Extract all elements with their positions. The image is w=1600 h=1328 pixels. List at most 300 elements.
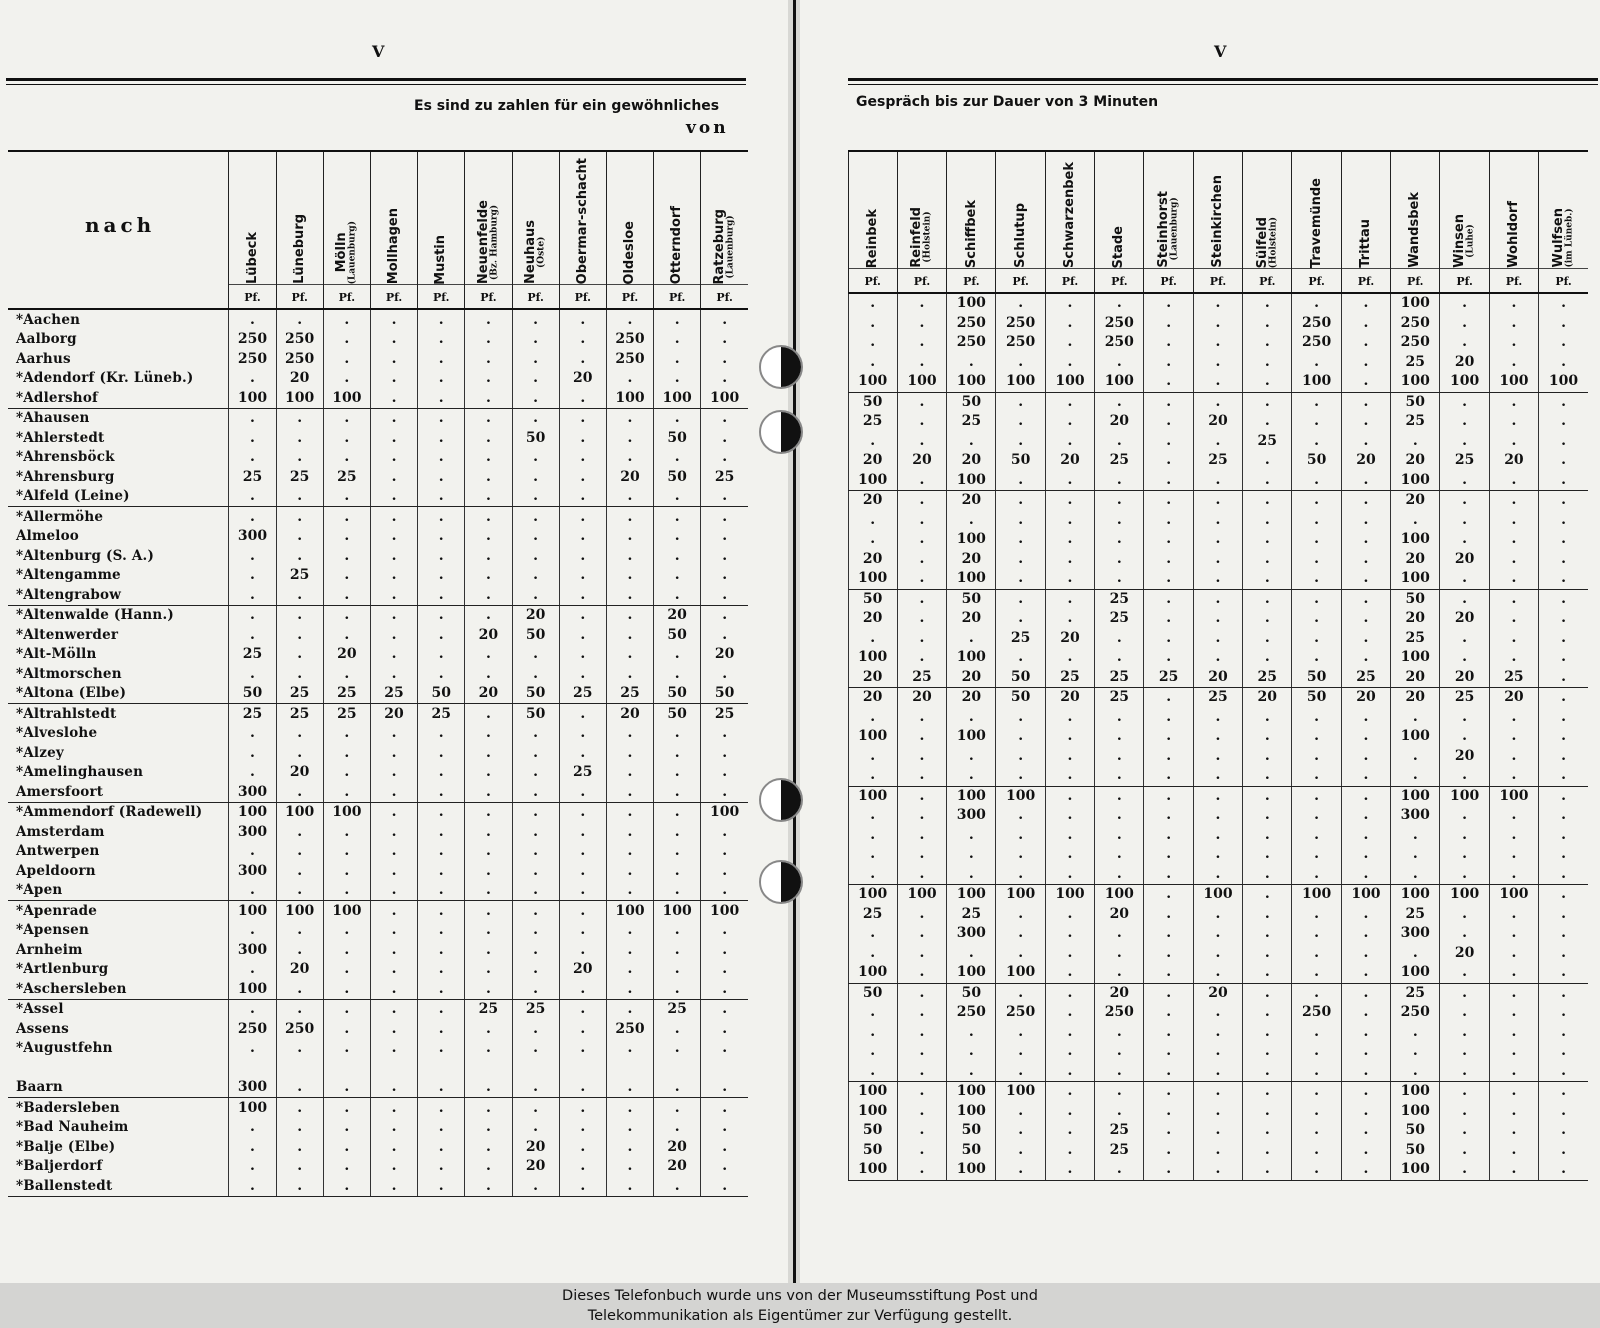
- place-name: *Ahrensböck: [16, 449, 115, 466]
- rate-cell: 20: [947, 668, 996, 688]
- rate-cell: 20: [512, 1137, 559, 1157]
- rate-cell: 100: [229, 388, 276, 408]
- rate-cell: .: [1292, 511, 1341, 531]
- rate-cell: .: [1489, 747, 1538, 767]
- column-sublabel: (Lauenburg): [347, 220, 358, 285]
- rate-cell: .: [1144, 786, 1193, 806]
- rate-cell: [323, 1058, 370, 1078]
- rate-cell: .: [701, 664, 748, 684]
- table-row: [8, 428, 748, 448]
- rate-cell: 25: [1391, 629, 1440, 649]
- rate-cell: 20: [1489, 451, 1538, 471]
- rate-cell: .: [1095, 708, 1144, 728]
- rate-cell: .: [1045, 747, 1094, 767]
- rate-table-left: [8, 150, 748, 1197]
- rate-cell: .: [1292, 747, 1341, 767]
- rate-cell: .: [1243, 1141, 1292, 1161]
- rate-cell: .: [1391, 1023, 1440, 1043]
- rate-cell: 25: [512, 999, 559, 1019]
- column-header: [370, 151, 417, 309]
- rate-cell: .: [276, 1118, 323, 1138]
- place-name: Antwerpen: [16, 843, 100, 860]
- rate-cell: .: [512, 724, 559, 744]
- rate-cell: .: [996, 845, 1045, 865]
- rate-cell: 300: [229, 782, 276, 802]
- rate-cell: .: [701, 625, 748, 645]
- column-header: [1243, 151, 1292, 293]
- table-row: [848, 865, 1588, 885]
- rate-cell: 20: [512, 1157, 559, 1177]
- rate-cell: .: [418, 763, 465, 783]
- rate-cell: .: [1489, 905, 1538, 925]
- rate-cell: .: [897, 786, 946, 806]
- rate-cell: .: [1243, 451, 1292, 471]
- rate-cell: .: [1292, 293, 1341, 314]
- rate-cell: .: [370, 566, 417, 586]
- rate-cell: .: [1489, 629, 1538, 649]
- rate-cell: .: [1243, 372, 1292, 392]
- rate-cell: .: [418, 605, 465, 625]
- rate-cell: .: [996, 648, 1045, 668]
- rate-cell: .: [370, 1176, 417, 1196]
- rate-cell: 50: [1292, 451, 1341, 471]
- rate-cell: .: [606, 724, 653, 744]
- rate-cell: .: [418, 1039, 465, 1059]
- table-row: [848, 451, 1588, 471]
- rate-cell: .: [897, 845, 946, 865]
- rate-cell: .: [1045, 530, 1094, 550]
- rate-cell: .: [418, 979, 465, 999]
- rate-cell: .: [512, 487, 559, 507]
- rate-cell: .: [1243, 826, 1292, 846]
- rate-cell: 20: [1391, 609, 1440, 629]
- rate-cell: .: [1489, 766, 1538, 786]
- rate-cell: .: [512, 979, 559, 999]
- rate-cell: .: [418, 467, 465, 487]
- rate-cell: .: [654, 507, 701, 527]
- rate-cell: .: [1193, 471, 1242, 491]
- rate-cell: .: [323, 349, 370, 369]
- rate-cell: 25: [418, 704, 465, 724]
- rate-cell: .: [996, 491, 1045, 511]
- rate-cell: .: [323, 487, 370, 507]
- rate-cell: .: [1292, 1082, 1341, 1102]
- column-label: Mollhagen: [386, 208, 402, 285]
- rate-cell: .: [701, 585, 748, 605]
- rate-cell: .: [1440, 589, 1489, 609]
- column-name: [335, 221, 358, 284]
- table-row: [8, 645, 748, 665]
- rate-cell: .: [606, 1137, 653, 1157]
- rate-cell: .: [1341, 727, 1390, 747]
- rate-cell: .: [276, 664, 323, 684]
- rate-cell: 300: [229, 822, 276, 842]
- rate-cell: .: [701, 330, 748, 350]
- rate-cell: .: [848, 766, 897, 786]
- rate-cell: 100: [1391, 648, 1440, 668]
- rate-cell: .: [465, 546, 512, 566]
- rate-cell: .: [512, 585, 559, 605]
- rate-cell: .: [465, 467, 512, 487]
- rate-cell: .: [701, 566, 748, 586]
- rate-cell: .: [276, 724, 323, 744]
- rate-cell: .: [418, 645, 465, 665]
- rate-cell: .: [897, 392, 946, 412]
- rate-cell: .: [897, 1141, 946, 1161]
- rate-cell: .: [1243, 511, 1292, 531]
- rate-cell: .: [1193, 1141, 1242, 1161]
- rate-cell: .: [323, 605, 370, 625]
- rate-cell: .: [1095, 1160, 1144, 1180]
- rate-cell: 25: [1095, 589, 1144, 609]
- rate-cell: .: [465, 881, 512, 901]
- rate-cell: .: [606, 802, 653, 822]
- rate-cell: .: [996, 1023, 1045, 1043]
- rate-cell: .: [1144, 293, 1193, 314]
- rate-cell: .: [654, 546, 701, 566]
- rate-cell: .: [370, 448, 417, 468]
- rate-cell: .: [465, 704, 512, 724]
- rate-cell: 250: [1095, 1003, 1144, 1023]
- rate-cell: .: [418, 585, 465, 605]
- rate-cell: .: [606, 605, 653, 625]
- rate-cell: .: [418, 842, 465, 862]
- rate-cell: .: [559, 428, 606, 448]
- rate-cell: 20: [654, 1137, 701, 1157]
- rate-cell: .: [947, 432, 996, 452]
- rate-cell: 100: [1539, 372, 1588, 392]
- table-row: [848, 392, 1588, 412]
- rate-cell: .: [848, 333, 897, 353]
- rate-cell: .: [323, 743, 370, 763]
- table-row: [8, 309, 748, 330]
- rate-cell: .: [1440, 1160, 1489, 1180]
- rate-cell: .: [1243, 845, 1292, 865]
- rate-cell: .: [1045, 412, 1094, 432]
- rate-cell: .: [559, 625, 606, 645]
- rate-cell: .: [606, 309, 653, 330]
- rate-cell: .: [1144, 905, 1193, 925]
- rate-cell: .: [1539, 924, 1588, 944]
- rate-cell: .: [1045, 1042, 1094, 1062]
- rate-cell: .: [276, 1137, 323, 1157]
- rate-cell: 100: [1440, 786, 1489, 806]
- rate-cell: .: [606, 921, 653, 941]
- rate-cell: .: [1539, 432, 1588, 452]
- rate-cell: 20: [276, 763, 323, 783]
- column-sublabel: (Lauenburg): [725, 214, 736, 279]
- rate-cell: .: [1045, 392, 1094, 412]
- rate-cell: .: [465, 1039, 512, 1059]
- rate-cell: .: [1144, 648, 1193, 668]
- column-label: Neuhaus: [523, 220, 539, 285]
- rate-cell: .: [897, 924, 946, 944]
- rate-cell: 100: [1440, 885, 1489, 905]
- rate-cell: .: [323, 309, 370, 330]
- column-label: Steinhorst: [1156, 191, 1172, 268]
- rate-cell: .: [229, 999, 276, 1019]
- rate-cell: .: [323, 428, 370, 448]
- rate-cell: [559, 1058, 606, 1078]
- rate-cell: .: [1292, 471, 1341, 491]
- rate-cell: .: [465, 1118, 512, 1138]
- rate-cell: 25: [1243, 668, 1292, 688]
- rate-cell: .: [654, 861, 701, 881]
- rate-cell: 50: [947, 392, 996, 412]
- rate-cell: .: [1144, 589, 1193, 609]
- rate-cell: .: [606, 940, 653, 960]
- rate-cell: .: [897, 747, 946, 767]
- rate-cell: .: [370, 940, 417, 960]
- table-row: [8, 822, 748, 842]
- rate-cell: 50: [947, 1141, 996, 1161]
- rate-cell: .: [1045, 648, 1094, 668]
- rate-cell: .: [1095, 550, 1144, 570]
- rate-cell: .: [559, 1098, 606, 1118]
- rate-cell: 50: [654, 684, 701, 704]
- rate-cell: .: [1440, 727, 1489, 747]
- place-name: *Ahausen: [16, 410, 90, 427]
- rate-cell: 100: [848, 727, 897, 747]
- rate-cell: .: [1489, 983, 1538, 1003]
- rate-cell: .: [512, 940, 559, 960]
- rate-cell: .: [654, 782, 701, 802]
- column-name: [1211, 175, 1225, 268]
- rate-cell: .: [1144, 530, 1193, 550]
- rate-cell: .: [1243, 905, 1292, 925]
- table-row: [848, 569, 1588, 589]
- rate-cell: .: [654, 960, 701, 980]
- rate-cell: 50: [1391, 1141, 1440, 1161]
- rate-cell: .: [1193, 766, 1242, 786]
- rate-cell: .: [1292, 826, 1341, 846]
- rate-cell: .: [897, 293, 946, 314]
- rate-cell: .: [1144, 1062, 1193, 1082]
- rate-cell: [418, 1058, 465, 1078]
- rate-cell: 20: [848, 451, 897, 471]
- table-row: [848, 668, 1588, 688]
- binder-hole: [759, 345, 803, 389]
- rate-cell: .: [1243, 333, 1292, 353]
- table-row: [8, 467, 748, 487]
- table-row: [848, 491, 1588, 511]
- rate-cell: .: [323, 782, 370, 802]
- rate-cell: .: [276, 448, 323, 468]
- rule: [848, 78, 1598, 81]
- rate-cell: .: [1440, 845, 1489, 865]
- table-row: [848, 1141, 1588, 1161]
- table-row: [8, 1039, 748, 1059]
- rate-cell: .: [229, 566, 276, 586]
- column-label: Reinbek: [864, 208, 880, 268]
- rate-cell: .: [1292, 806, 1341, 826]
- rate-cell: 50: [1391, 1121, 1440, 1141]
- unit-label: Pf.: [1342, 268, 1390, 292]
- rate-cell: .: [1341, 511, 1390, 531]
- rate-cell: 100: [1391, 471, 1440, 491]
- rate-cell: .: [512, 546, 559, 566]
- rate-cell: 250: [1095, 333, 1144, 353]
- rate-cell: .: [1292, 609, 1341, 629]
- rate-cell: .: [1243, 648, 1292, 668]
- rate-cell: .: [276, 1157, 323, 1177]
- rate-cell: .: [897, 806, 946, 826]
- rate-cell: .: [512, 743, 559, 763]
- rate-cell: .: [276, 940, 323, 960]
- rate-cell: .: [848, 747, 897, 767]
- rate-cell: .: [1489, 806, 1538, 826]
- rate-cell: .: [947, 826, 996, 846]
- rate-cell: .: [1440, 865, 1489, 885]
- rate-cell: .: [370, 1118, 417, 1138]
- rate-cell: .: [1095, 530, 1144, 550]
- place-name: *Badersleben: [16, 1099, 120, 1116]
- rate-cell: .: [701, 822, 748, 842]
- rate-cell: 20: [1341, 451, 1390, 471]
- table-row: [848, 944, 1588, 964]
- rate-cell: .: [512, 881, 559, 901]
- rate-cell: .: [897, 727, 946, 747]
- rate-cell: .: [418, 861, 465, 881]
- rate-cell: .: [370, 625, 417, 645]
- rate-cell: 20: [848, 688, 897, 708]
- rate-cell: 20: [559, 369, 606, 389]
- rate-cell: .: [1193, 1042, 1242, 1062]
- rate-cell: .: [654, 979, 701, 999]
- rate-cell: .: [323, 1157, 370, 1177]
- rate-cell: 100: [947, 530, 996, 550]
- rate-cell: .: [1193, 905, 1242, 925]
- rate-cell: .: [1292, 708, 1341, 728]
- rate-cell: .: [1341, 589, 1390, 609]
- column-header: [947, 151, 996, 293]
- rate-cell: .: [1193, 491, 1242, 511]
- rate-cell: .: [996, 806, 1045, 826]
- rate-cell: 50: [512, 625, 559, 645]
- table-row: [848, 727, 1588, 747]
- rate-cell: .: [276, 487, 323, 507]
- rate-cell: .: [996, 826, 1045, 846]
- heading-right: Gespräch bis zur Dauer von 3 Minuten: [856, 94, 1159, 110]
- rate-cell: .: [996, 708, 1045, 728]
- column-header: [229, 151, 276, 309]
- rate-cell: .: [1193, 845, 1242, 865]
- rate-cell: .: [559, 487, 606, 507]
- rate-cell: .: [323, 664, 370, 684]
- column-header: [1045, 151, 1094, 293]
- rate-cell: .: [229, 507, 276, 527]
- rate-cell: .: [1391, 944, 1440, 964]
- unit-label: Pf.: [996, 268, 1044, 292]
- rate-cell: .: [996, 432, 1045, 452]
- rate-cell: .: [465, 921, 512, 941]
- rate-cell: .: [654, 940, 701, 960]
- rate-cell: .: [1341, 372, 1390, 392]
- rate-cell: .: [897, 589, 946, 609]
- rate-cell: .: [418, 487, 465, 507]
- rate-cell: 50: [512, 684, 559, 704]
- rate-cell: .: [1045, 511, 1094, 531]
- column-sublabel: (Lauenburg): [1169, 197, 1180, 262]
- rate-cell: .: [996, 293, 1045, 314]
- rate-cell: .: [1243, 963, 1292, 983]
- rate-cell: .: [996, 924, 1045, 944]
- unit-label: Pf.: [1243, 268, 1291, 292]
- rate-cell: .: [1045, 333, 1094, 353]
- rate-cell: .: [701, 369, 748, 389]
- rate-cell: .: [1489, 530, 1538, 550]
- rate-cell: 25: [229, 645, 276, 665]
- column-name: [1552, 208, 1575, 268]
- rate-cell: .: [996, 1102, 1045, 1122]
- rate-cell: .: [1243, 569, 1292, 589]
- rate-cell: 25: [1243, 432, 1292, 452]
- rate-cell: .: [276, 645, 323, 665]
- rate-cell: .: [1292, 629, 1341, 649]
- rate-cell: .: [1440, 983, 1489, 1003]
- rate-cell: .: [418, 1157, 465, 1177]
- rate-cell: .: [1341, 1102, 1390, 1122]
- rate-cell: .: [512, 901, 559, 921]
- rate-cell: .: [512, 763, 559, 783]
- rate-cell: .: [418, 1019, 465, 1039]
- rate-cell: .: [1341, 826, 1390, 846]
- rate-cell: .: [897, 333, 946, 353]
- rate-cell: 20: [1391, 688, 1440, 708]
- rate-cell: .: [1243, 491, 1292, 511]
- rate-cell: .: [323, 921, 370, 941]
- rate-cell: .: [465, 1176, 512, 1196]
- rate-cell: .: [1539, 786, 1588, 806]
- rate-cell: .: [1144, 432, 1193, 452]
- column-name: [246, 232, 260, 284]
- unit-label: Pf.: [229, 284, 275, 308]
- left-page: [0, 0, 788, 1283]
- rate-cell: .: [512, 448, 559, 468]
- unit-label: Pf.: [513, 284, 559, 308]
- rate-cell: .: [1045, 353, 1094, 373]
- rate-cell: 20: [848, 550, 897, 570]
- table-row: [848, 924, 1588, 944]
- rate-cell: .: [559, 940, 606, 960]
- rate-cell: .: [1539, 1141, 1588, 1161]
- place-name: *Altengamme: [16, 567, 121, 584]
- rate-cell: .: [465, 408, 512, 428]
- rate-cell: 50: [947, 589, 996, 609]
- rate-cell: .: [323, 566, 370, 586]
- rate-cell: .: [1489, 511, 1538, 531]
- rate-cell: .: [1489, 412, 1538, 432]
- table-row: [8, 861, 748, 881]
- rate-cell: .: [1045, 786, 1094, 806]
- rate-cell: .: [559, 822, 606, 842]
- rate-cell: .: [1144, 806, 1193, 826]
- table-row: [848, 511, 1588, 531]
- rate-cell: .: [606, 625, 653, 645]
- rate-cell: .: [1341, 1082, 1390, 1102]
- rate-cell: .: [947, 766, 996, 786]
- rate-cell: .: [1341, 1003, 1390, 1023]
- rate-cell: .: [701, 1137, 748, 1157]
- rate-cell: .: [1341, 1121, 1390, 1141]
- rate-cell: 100: [276, 901, 323, 921]
- rate-cell: 25: [606, 684, 653, 704]
- rate-cell: .: [1539, 845, 1588, 865]
- rate-cell: .: [701, 940, 748, 960]
- table-row: [8, 566, 748, 586]
- rate-cell: .: [1440, 924, 1489, 944]
- rate-cell: .: [1489, 1102, 1538, 1122]
